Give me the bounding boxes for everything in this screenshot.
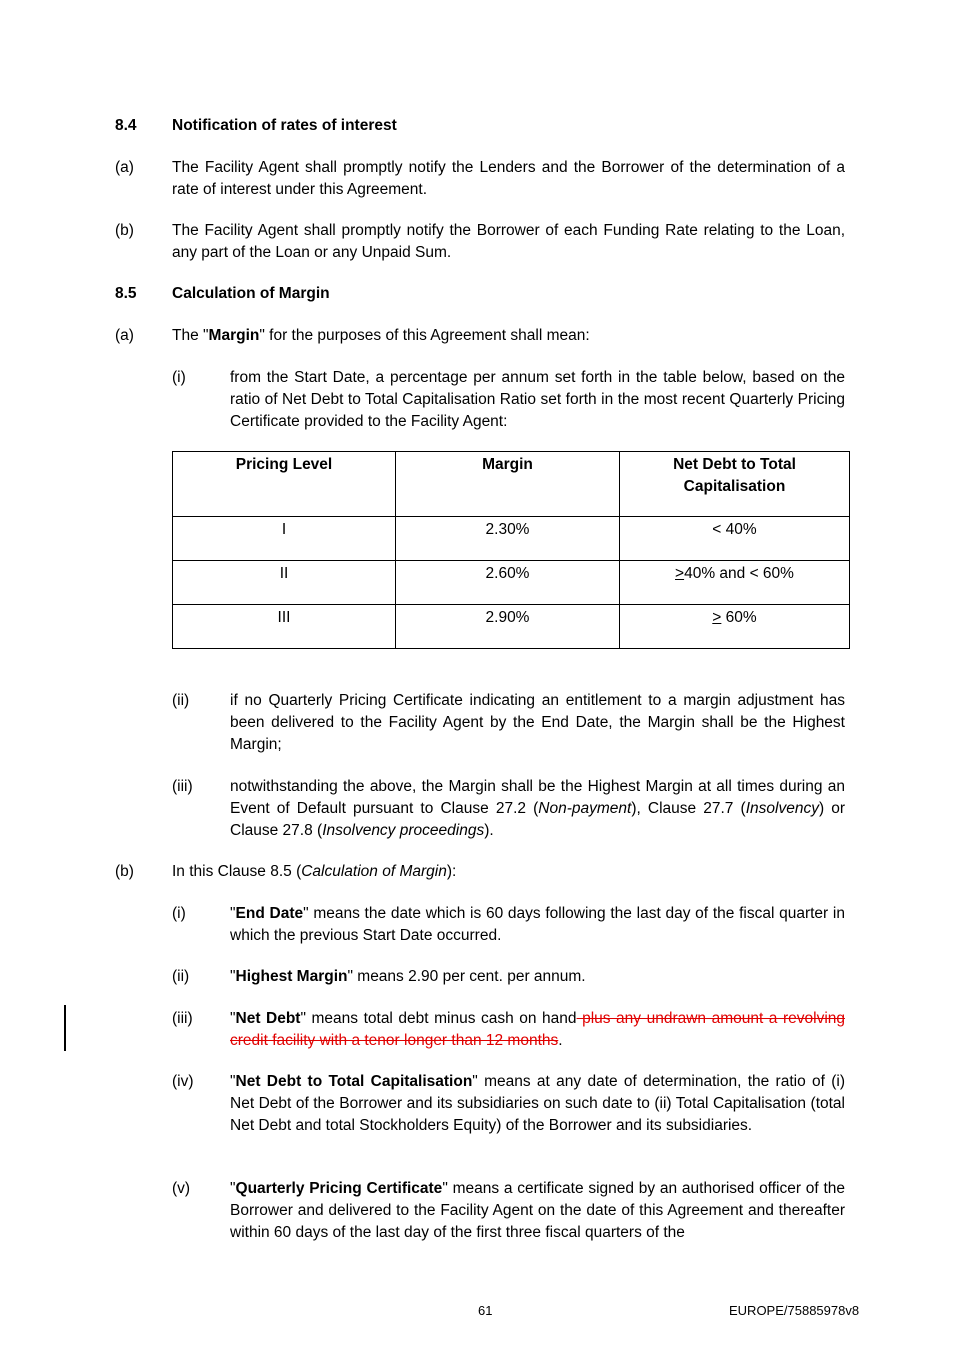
- defined-term: Margin: [208, 327, 260, 344]
- subparagraph-number: (ii): [172, 968, 190, 985]
- subparagraph-number: (iv): [172, 1073, 194, 1090]
- subparagraph-number: (iii): [172, 1010, 193, 1027]
- table-cell: I: [173, 517, 396, 561]
- table-cell: 2.60%: [396, 561, 620, 605]
- greater-equal-symbol: >: [712, 609, 722, 626]
- clause-number: 8.4: [115, 117, 137, 134]
- table-row: [173, 605, 850, 649]
- document-reference: EUROPE/75885978v8: [729, 1303, 860, 1318]
- paragraph-text: The Facility Agent shall promptly notify the Borrower of each Funding Rate relating to the Loan, any part of the Loan or any Unpaid Sum.: [172, 222, 845, 261]
- revision-change-bar: [64, 1005, 66, 1051]
- table-cell: II: [173, 561, 396, 605]
- subparagraph-number: (v): [172, 1180, 191, 1197]
- clause-heading: Calculation of Margin: [172, 285, 330, 302]
- table-cell: III: [173, 605, 396, 649]
- paragraph-text: The "Margin" for the purposes of this Agreement shall mean:: [172, 327, 590, 344]
- subparagraph-text: from the Start Date, a percentage per annum set forth in the table below, based on the ratio of Net Debt to Total Capitalisation Ratio set forth in the most recent Quarterly Pricing Certificate provided to the Facility Agent:: [230, 369, 845, 430]
- table-cell: > 60%: [620, 605, 850, 649]
- page-number: 61: [478, 1303, 493, 1318]
- subparagraph-text: notwithstanding the above, the Margin shall be the Highest Margin at all times during an Event of Default pursuant to Clause 27.2 (Non-payment), Clause 27.7 (Insolvency) or Clause 27.8 (Insolvency proceedings).: [230, 778, 846, 839]
- table-header-cell: Pricing Level: [173, 452, 396, 517]
- table-header-cell: Net Debt to Total Capitalisation: [620, 452, 850, 517]
- clause-number: 8.5: [115, 285, 137, 302]
- paragraph-number: (a): [115, 327, 134, 344]
- defined-term: Net Debt: [235, 1010, 301, 1027]
- margin-pricing-table: [172, 451, 850, 649]
- table-row: [173, 517, 850, 561]
- table-header-row: [173, 452, 850, 517]
- defined-term: End Date: [235, 905, 304, 922]
- table-cell: 2.30%: [396, 517, 620, 561]
- greater-equal-symbol: >: [675, 565, 685, 582]
- definition-text: "End Date" means the date which is 60 days following the last day of the fiscal quarter in which the previous Start Date occurred.: [230, 905, 845, 944]
- subparagraph-number: (iii): [172, 778, 193, 795]
- subparagraph-number: (ii): [172, 692, 190, 709]
- table-header-cell: Margin: [396, 452, 620, 517]
- table-cell: < 40%: [620, 517, 850, 561]
- subparagraph-number: (i): [172, 369, 186, 386]
- paragraph-number: (b): [115, 863, 134, 880]
- defined-term: Highest Margin: [235, 968, 348, 985]
- subparagraph-text: if no Quarterly Pricing Certificate indicating an entitlement to a margin adjustment has been delivered to the Facility Agent by the End Date, the Margin shall be the Highest Margin;: [230, 692, 845, 753]
- defined-term: Net Debt to Total Capitalisation: [235, 1073, 473, 1090]
- subparagraph-number: (i): [172, 905, 186, 922]
- definition-text: "Quarterly Pricing Certificate" means a certificate signed by an authorised officer of the Borrower and delivered to the Facility Agent on the date of this Agreement and thereafter within 60 days of the last day of the first three fiscal quarters of the: [230, 1180, 845, 1241]
- paragraph-text: The Facility Agent shall promptly notify the Lenders and the Borrower of the determination of a rate of interest under this Agreement.: [172, 159, 845, 198]
- definition-text: "Highest Margin" means 2.90 per cent. per annum.: [230, 968, 586, 985]
- paragraph-number: (a): [115, 159, 134, 176]
- definition-text: "Net Debt" means total debt minus cash on hand plus any undrawn amount a revolving credit facility with a tenor longer than 12 months.: [230, 1010, 845, 1049]
- paragraph-number: (b): [115, 222, 134, 239]
- paragraph-text: In this Clause 8.5 (Calculation of Margin):: [172, 863, 457, 880]
- table-row: [173, 561, 850, 605]
- deleted-text: plus any undrawn amount a revolving credit facility with a tenor longer than 12 months: [230, 1010, 845, 1049]
- table-cell: >40% and < 60%: [620, 561, 850, 605]
- defined-term: Quarterly Pricing Certificate: [235, 1180, 443, 1197]
- clause-heading: Notification of rates of interest: [172, 117, 397, 134]
- definition-text: "Net Debt to Total Capitalisation" means at any date of determination, the ratio of (i) Net Debt of the Borrower and its subsidiaries on such date to (ii) Total Capitalisation (total Net Debt and total Stockholders Equity) of the Borrower and its subsidiaries.: [230, 1073, 846, 1134]
- table-cell: 2.90%: [396, 605, 620, 649]
